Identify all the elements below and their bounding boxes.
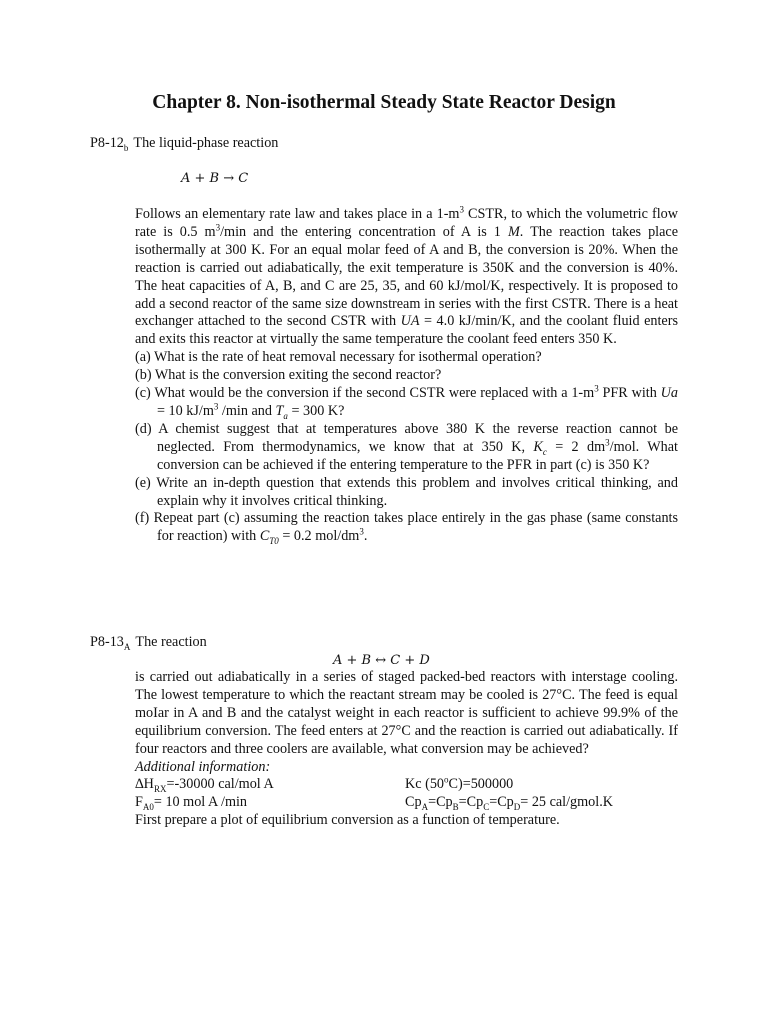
problem-paragraph: Follows an elementary rate law and takes place in a $1-m^3$ CSTR, to which the volumetric flow rate is 0.5 $m^3/\min$ and the entering concentration of A is 1 M. The reaction takes place isothermally at 300 K. For an equal molar feed of A and B, the conversion is 20%. When the reaction is carried out adiabatically, the exit temperature is 350K and the conversion is 40%. The heat capacities of A, B, and C are 25, 35, and 60 kJ/mol/K, respectively. It is proposed to add a second reactor of the same size downstream in series with the first CSTR. There is a heat exchanger attached to the second CSTR with UA = 4.0 kJ/min/K, and the coolant fluid enters and exits this reactor at virtually the same temperature the coolant feed enters 350 K.: [135, 204, 678, 348]
info-row: [135, 776, 678, 794]
problem-8-13-heading: [90, 634, 207, 652]
closing-instruction: First prepare a plot of equilibrium conversion as a function of temperature.: [135, 812, 560, 829]
problem-8-12-heading: [90, 135, 278, 153]
question-item: (c) What would be the conversion if the second CSTR were replaced with a $1-m^3$ PFR with Ua = 10 $kJ/m^3$ /min and $T_a = 300$ K?: [135, 383, 678, 421]
problem-8-12-body: [135, 206, 678, 546]
question-item: (b) What is the conversion exiting the second reactor?: [135, 367, 442, 384]
info-row: [135, 794, 678, 812]
chapter-title: Chapter 8. Non-isothermal Steady State Reactor Design: [152, 92, 616, 113]
info-left-cell: $F_{A0}= 10$ mol A /min: [135, 794, 248, 813]
problem-paragraph: is carried out adiabatically in a series of staged packed-bed reactors with interstage cooling. The lowest temperature to which the reactant stream may be cooled is 27°C. The feed is equal moIar in A and B and the catalyst weight in each reactor is sufficient to achieve 99.9% of the equilibrium conversion. The feed enters at 27°C and the reaction is carried out adiabatically. If four reactors and three coolers are available, what conversion may be achieved?: [135, 669, 678, 757]
question-item: (e) Write an in-depth question that extends this problem and involves critical thinking, and explain why it involves critical thinking.: [135, 474, 678, 509]
problem-heading-text: The reaction: [135, 634, 207, 650]
question-item: (d) A chemist suggest that at temperatures above 380 K the reverse reaction cannot be neglected. From thermodynamics, we know that at 350 K, $K_c = 2$ $dm^3$/mol. What conversion can be achieved if the entering temperature to the PFR in part (c) is 350 K?: [135, 420, 678, 473]
problem-heading-text: The liquid-phase reaction: [133, 135, 279, 151]
question-list: [135, 349, 678, 546]
reaction-equation: A + B → C: [181, 171, 249, 186]
problem-id: $P8-13_A$: [90, 634, 131, 652]
info-right-cell: Kc $(50^oC)=500000$: [405, 774, 514, 793]
additional-info-label: Additional information:: [135, 758, 271, 775]
info-right-cell: $Cp_A=Cp_B=Cp_C=Cp_D= 25$ cal/gmol.K: [405, 794, 613, 813]
reaction-equation: A + B ↔ C + D: [333, 653, 430, 668]
info-left-cell: $\Delta H_{RX}=-30000$ cal/mol A: [135, 776, 274, 795]
question-item: (a) What is the rate of heat removal necessary for isothermal operation?: [135, 349, 542, 366]
question-item: (f) Repeat part (c) assuming the reaction takes place entirely in the gas phase (same constants for reaction) with $C_{T0} = 0.2$ mol/$dm^3$.: [135, 510, 678, 547]
problem-id: $P8-12_b$: [90, 135, 129, 153]
additional-info-table: [135, 776, 678, 812]
problem-8-13-body: [135, 669, 678, 830]
